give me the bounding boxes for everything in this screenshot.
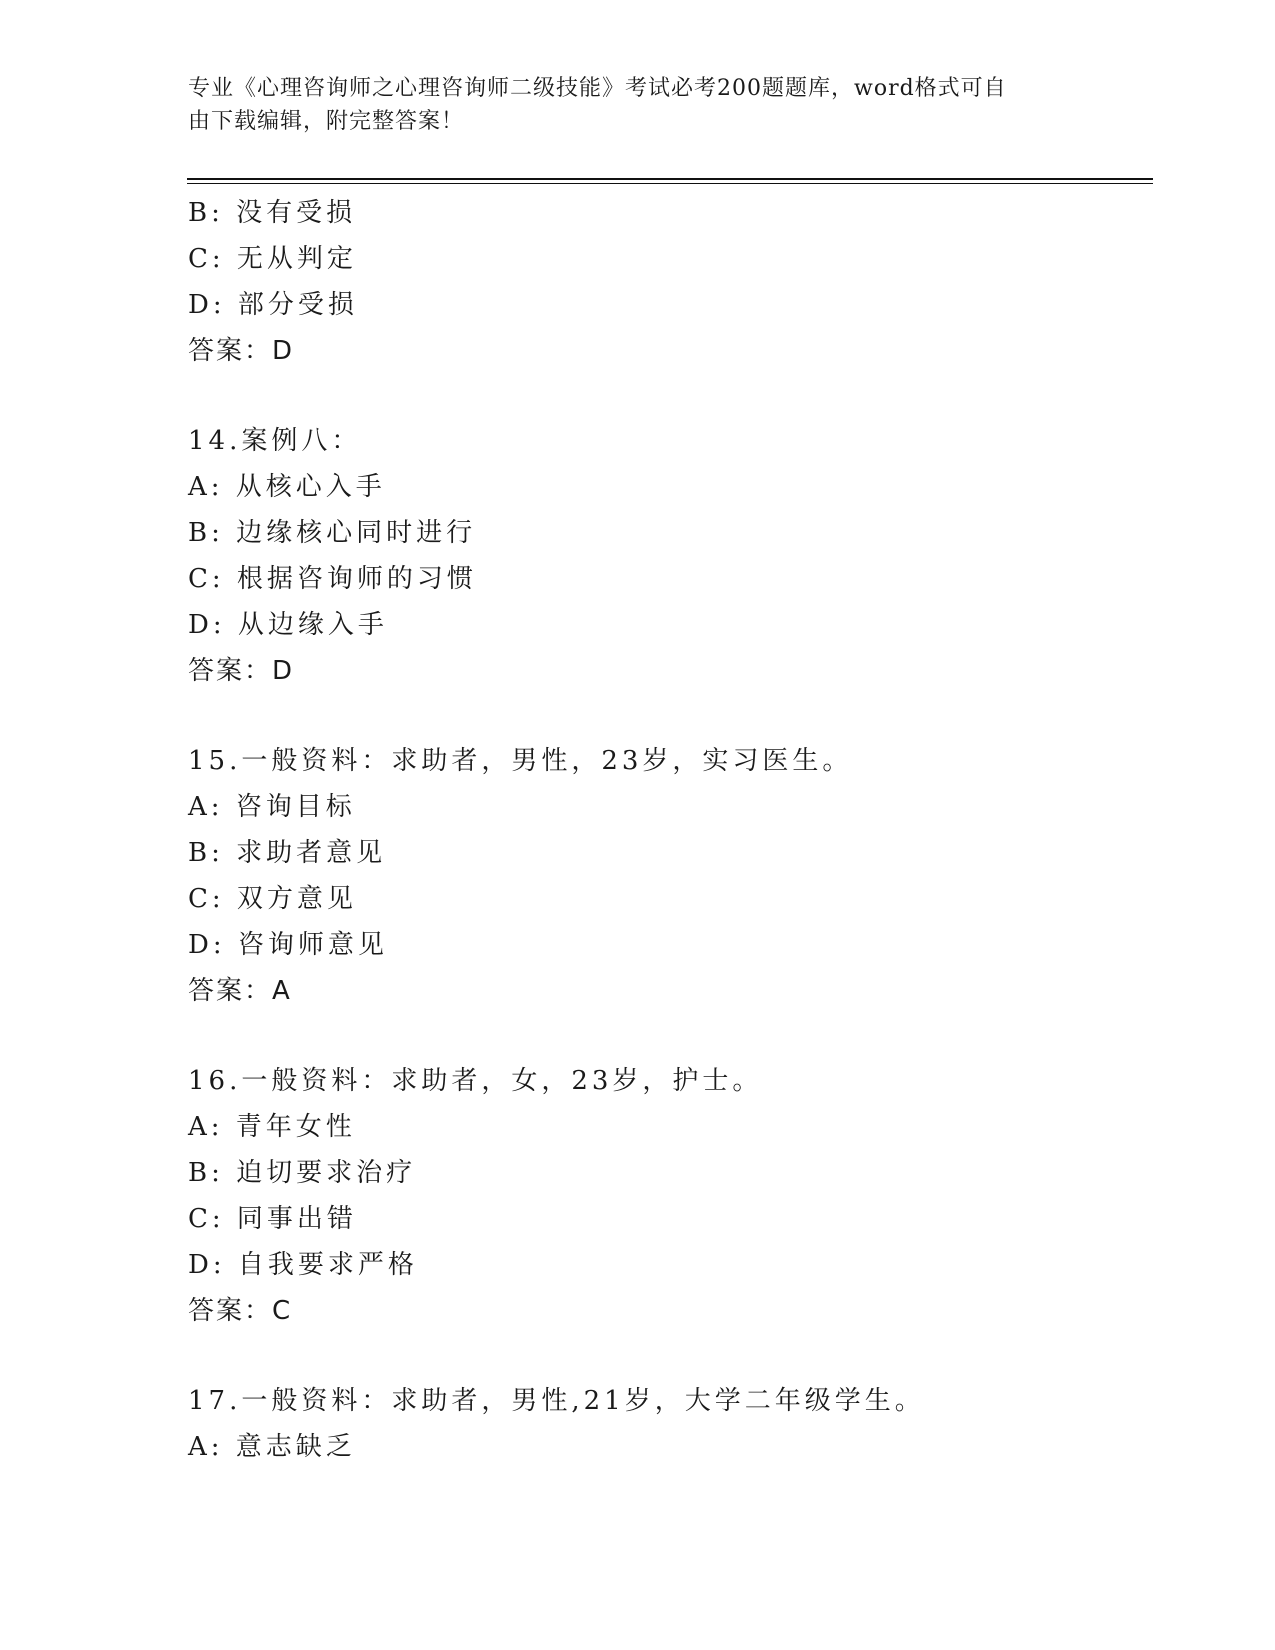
question-17	[188, 1378, 1148, 1470]
option-b: B: 迫切要求治疗	[188, 1158, 417, 1188]
option-c: C: 根据咨询师的习惯	[188, 564, 477, 594]
option-b: B: 求助者意见	[188, 838, 387, 868]
answer-line: 答案：D	[188, 656, 295, 686]
option-c: C: 同事出错	[188, 1204, 357, 1234]
option-a: A: 青年女性	[188, 1112, 356, 1142]
spacer	[188, 694, 1148, 738]
spacer	[188, 374, 1148, 418]
question-13-continuation	[188, 190, 1148, 374]
document-header	[188, 72, 1068, 138]
spacer	[188, 1334, 1148, 1378]
option-d: D: 从边缘入手	[188, 610, 388, 640]
question-stem: 15.一般资料：求助者，男性，23岁，实习医生。	[188, 746, 853, 776]
header-divider-thick	[187, 178, 1153, 180]
question-14	[188, 418, 1148, 694]
question-16	[188, 1058, 1148, 1334]
option-a: A: 从核心入手	[188, 472, 386, 502]
option-c: C: 双方意见	[188, 884, 357, 914]
option-d: D: 部分受损	[188, 290, 358, 320]
question-stem: 16.一般资料：求助者，女，23岁，护士。	[188, 1066, 763, 1096]
option-a: A: 咨询目标	[188, 792, 356, 822]
question-stem: 14.案例八：	[188, 426, 362, 456]
header-divider-thin	[187, 183, 1153, 184]
answer-line: 答案：D	[188, 336, 295, 366]
header-line-1: 专业《心理咨询师之心理咨询师二级技能》考试必考200题题库，word格式可自	[188, 76, 1007, 101]
header-line-2: 由下载编辑，附完整答案！	[188, 109, 465, 134]
question-stem: 17.一般资料：求助者，男性,21岁，大学二年级学生。	[188, 1386, 925, 1416]
answer-line: 答案：A	[188, 976, 292, 1006]
answer-line: 答案：C	[188, 1296, 293, 1326]
question-15	[188, 738, 1148, 1014]
option-c: C: 无从判定	[188, 244, 357, 274]
option-b: B: 没有受损	[188, 198, 357, 228]
spacer	[188, 1014, 1148, 1058]
question-list	[188, 190, 1148, 1470]
option-d: D: 自我要求严格	[188, 1250, 418, 1280]
option-d: D: 咨询师意见	[188, 930, 388, 960]
option-a: A: 意志缺乏	[188, 1432, 356, 1462]
option-b: B: 边缘核心同时进行	[188, 518, 477, 548]
